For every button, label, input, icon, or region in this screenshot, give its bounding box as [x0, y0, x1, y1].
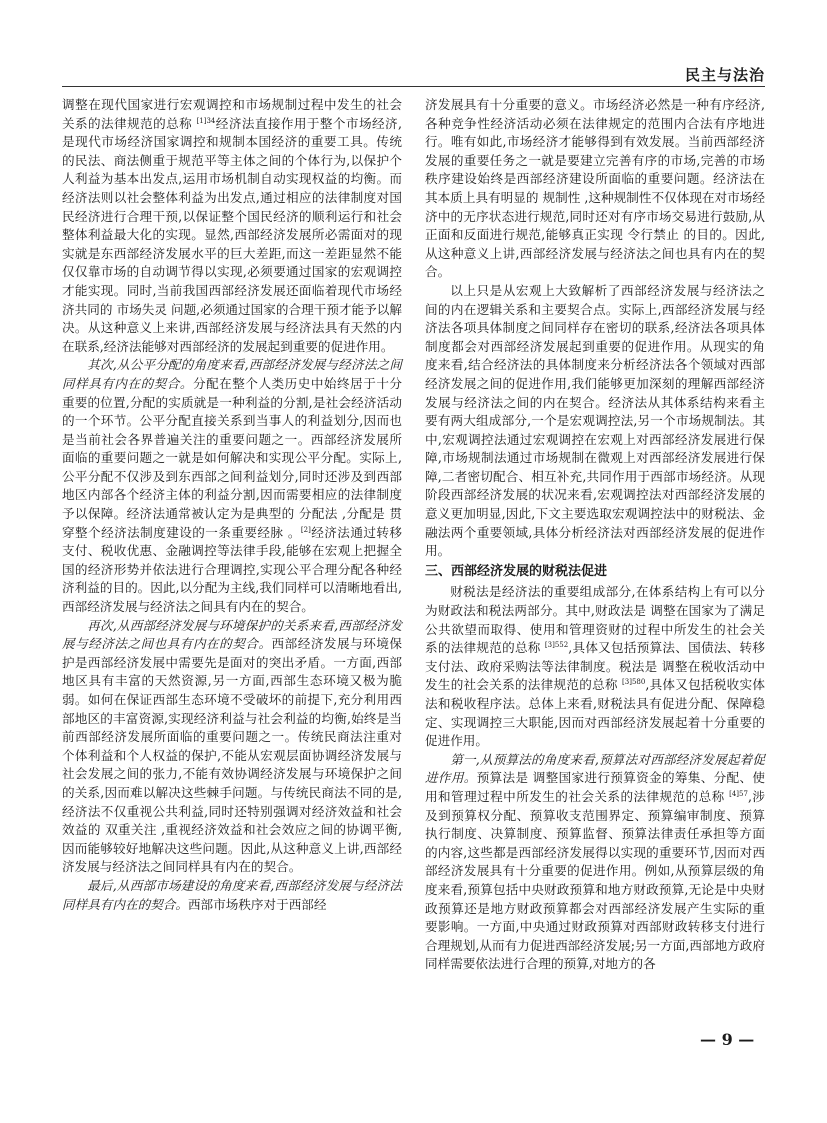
- page-number: — 9 —: [700, 1030, 755, 1049]
- paragraph-text: 经济法直接作用于整个市场经济,是现代市场经济国家调控和规制本国经济的重要工具。传统的民法、商法侧重于规范平等主体之间的个体行为,以保护个人利益为基本出发点,运用市场机制自动实现权益的均衡。而经济法则以社会整体利益为出发点,通过相应的法律制度对国民经济进行合理干预,以保证整个国民经济的顺利运行和社会整体利益最大化的实现。显然,西部经济发展所必需面对的现实就是东西部经济发展水平的巨大差距,而这一差距显然不能仅仅靠市场的自动调节得以实现,必须要通过国家的宏观调控才能实现。同时,当前我国西部经济发展还面临着现代市场经济共同的 市场失灵 问题,必须通过国家的合理干预才能予以解决。从这种意义上来讲,西部经济发展与经济法具有天然的内在联系,经济法能够对西部经济的发展起到重要的促进作用。: [62, 115, 402, 354]
- citation-ref: [3]552: [544, 641, 569, 650]
- paragraph: [425, 583, 765, 750]
- paragraph-lead: 其次,从公平分配的角度来看,西部经济发展与经济法之间同样具有内在的契合。: [62, 357, 402, 391]
- citation-ref: [2]: [300, 525, 311, 534]
- paragraph: [62, 877, 402, 914]
- paragraph-text: ,具体又包括预算法、国债法、转移支付法、政府采购法等法律制度。税法是 调整在税收活动中发生的社会关系的法律规范的总称: [425, 640, 765, 693]
- page-header: [62, 62, 765, 86]
- header-rule: [62, 86, 765, 87]
- right-column: [425, 96, 766, 972]
- section-heading: 三、西部经济发展的财税法促进: [425, 563, 608, 579]
- paragraph: [425, 751, 765, 974]
- paragraph-text: 西部经济发展与环境保护是西部经济发展中需要先是面对的突出矛盾。一方面,西部地区具有丰富的天然资源,另一方面,西部生态环境又极为脆弱。如何在保证西部生态环境不受破坏的前提下,充分利用西部地区的丰富资源,实现经济利益与社会利益的均衡,始终是当前西部经济发展所面临的重要问题之一。传统民商法注重对个体利益和个人权益的保护,不能从宏观层面协调经济发展与社会发展之间的张力,不能有效协调经济发展与环境保护之间的关系,因而难以解决这些棘手问题。与传统民商法不同的是,经济法不仅重视公共利益,同时还特别强调对经济效益和社会效益的 双重关注 ,重视经济效益和社会效应之间的协调平衡,因而能够较好地解决这些问题。因此,从这种意义上讲,西部经济发展与经济法之间同样具有内在的契合。: [62, 636, 403, 875]
- paragraph: [62, 617, 402, 877]
- paragraph-text: 调整在现代国家进行宏观调控和市场规制过程中发生的社会关系的法律规范的总称: [62, 97, 402, 131]
- citation-ref: [3]580: [622, 678, 646, 687]
- paragraph-text: ,具体又包括税收实体法和税收程序法。总体上来看,财税法具有促进分配、保障稳定、实现调控三大职能,因而对西部经济发展起着十分重要的促进作用。: [425, 677, 765, 749]
- paragraph-text: 以上只是从宏观上大致解析了西部经济发展与经济法之间的内在逻辑关系和主要契合点。实际上,西部经济发展与经济法各项具体制度之间同样存在密切的联系,经济法各项具体制度都会对西部经济发展起到重要的促进作用。从现实的角度来看,结合经济法的具体制度来分析经济法各个领域对西部经济发展之间的促进作用,我们能够更加深刻的理解西部经济发展与经济法之间的内在契合。经济法从其体系结构来看主要有两大组成部分,一个是宏观调控法,另一个市场规制法。其中,宏观调控法通过宏观调控在宏观上对西部经济发展进行保障,市场规制法通过市场规制在微观上对西部经济发展进行保障,二者密切配合、相互补充,共同作用于西部市场经济。从现阶段西部经济发展的状况来看,宏观调控法对西部经济发展的意义更加明显,因此,下文主要选取宏观调控法中的财税法、金融法两个重要领域,具体分析经济法对西部经济发展的促进作用。: [425, 282, 765, 559]
- citation-ref: [4]57: [729, 789, 748, 798]
- paragraph-text: ,涉及到预算权分配、预算收支范围界定、预算编审制度、预算执行制度、决算制度、预算监督、预算法律责任承担等方面的内容,这些都是西部经济发展得以实现的重要环节,因而对西部经济发展具有十分重要的促进作用。例如,从预算层级的角度来看,预算包括中央财政预算和地方财政预算,无论是中央财政预算还是地方财政预算都会对西部经济发展产生实际的重要影响。一方面,中央通过财政预算对西部财政转移支付进行合理规划,从而有力促进西部经济发展;另一方面,西部地方政府同样需要依法进行合理的预算,对地方的各: [425, 788, 765, 972]
- paragraph-text: 经济法通过转移支付、税收优惠、金融调控等法律手段,能够在宏观上把握全国的经济形势并依法进行合理调控,实现公平合理分配各种经济利益的目的。因此,以分配为主线,我们同样可以清晰地看出,西部经济发展与经济法之间具有内在的契合。: [62, 524, 402, 615]
- paragraph: [425, 96, 765, 282]
- paragraph: [62, 96, 402, 356]
- paragraph-text: 西部市场秩序对于西部经: [187, 896, 327, 912]
- paragraph-lead: 再次,从西部经济发展与环境保护的关系来看,西部经济发展与经济法之间也具有内在的契合。: [62, 617, 402, 652]
- paragraph-text: 财税法是经济法的重要组成部分,在体系结构上有可以分为财政法和税法两部分。其中,财政法是 调整在国家为了满足公共欲望而取得、使用和管理资财的过程中所发生的社会关系的法律规范的总称: [425, 584, 765, 656]
- paragraph-text: 分配在整个人类历史中始终居于十分重要的位置,分配的实质就是一种利益的分割,是社会经济活动的一个环节。公平分配直接关系到当事人的利益划分,因而也是当前社会各界普遍关注的重要问题之一。西部经济发展所面临的重要问题之一就是如何解决和实现公平分配。实际上,公平分配不仅涉及到东西部之间利益划分,同时还涉及到西部地区内部各个经济主体的利益分割,因而需要相应的法律制度予以保障。经济法通常被认定为是典型的 分配法 ,分配是 贯穿整个经济法制度建设的一条重要经脉 。: [62, 375, 403, 540]
- paragraph-text: 济发展具有十分重要的意义。市场经济必然是一种有序经济,各种竞争性经济活动必须在法律规定的范围内合法有序地进行。唯有如此,市场经济才能够得到有效发展。当前西部经济发展的重要任务之一就是要建立完善有序的市场,完善的市场秩序建设始终是西部经济建设所面临的重要问题。经济法在其本质上具有明显的 规制性 ,这种规制性不仅体现在对市场经济中的无序状态进行规范,同时还对有序市场交易进行鼓励,从正面和反面进行规范,能够真正实现 令行禁止 的目的。因此,从这种意义上讲,西部经济发展与经济法之间也具有内在的契合。: [425, 97, 765, 280]
- section-title: 民主与法治: [684, 66, 765, 84]
- paragraph-lead: 第一,从预算法的角度来看,预算法对西部经济发展起着促进作用。: [425, 751, 765, 786]
- paragraph: [425, 282, 765, 561]
- citation-ref: [1]34: [196, 116, 216, 125]
- paragraph-text: 预算法是 调整国家进行预算资金的筹集、分配、使用和管理过程中所发生的社会关系的法律规范的总称: [425, 770, 766, 804]
- paragraph: [62, 356, 402, 616]
- left-column: [62, 96, 403, 912]
- paragraph-lead: 最后,从西部市场建设的角度来看,西部经济发展与经济法同样具有内在的契合。: [62, 877, 402, 912]
